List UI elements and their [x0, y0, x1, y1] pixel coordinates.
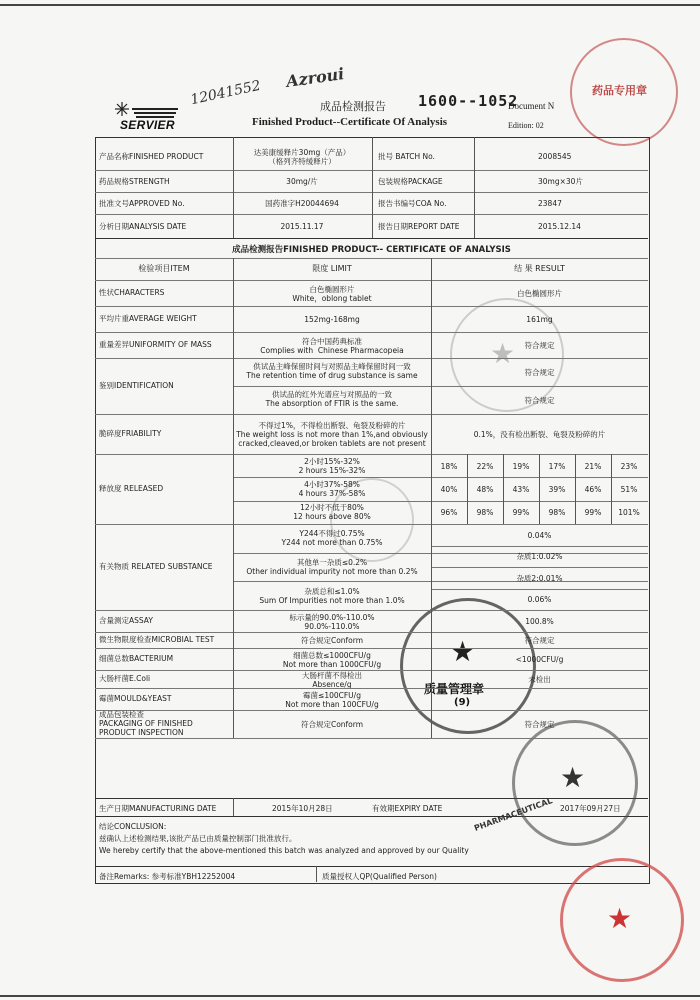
- test-limit: 符合规定Conform: [300, 636, 364, 645]
- info-value-2: 2008545: [538, 152, 572, 161]
- test-limit-sub: Y244不得过0.75% Y244 not more than 0.75%: [281, 529, 383, 548]
- result-col-line: [539, 477, 540, 500]
- test-limit-2: 供试品的红外光谱应与对照品的一致 The absorption of FTIR is the same.: [265, 390, 399, 408]
- info-value: 达美康缓释片30mg（产品） （格列齐特缓释片）: [253, 147, 351, 166]
- test-limit-sub: 12小时不低于80% 12 hours above 80%: [293, 503, 371, 522]
- release-result-cell: 40%: [440, 485, 458, 494]
- table-row-line: [95, 688, 648, 689]
- seal-text-center: 质量管理章: [424, 682, 485, 696]
- info-value: 国药准字H20044694: [265, 199, 339, 208]
- test-result: 161mg: [526, 315, 553, 324]
- info-label-2: 包装规格PACKAGE: [378, 177, 443, 186]
- sub-row-line: [233, 501, 648, 502]
- related-result-cell: 杂质2:0.01%: [516, 573, 563, 583]
- info-divider-2: [372, 137, 373, 238]
- test-item-label: 成品包装检查 PACKAGING OF FINISHED PRODUCT INSPECTION: [99, 710, 193, 737]
- test-limit-sub: 2小时15%-32% 2 hours 15%-32%: [298, 456, 366, 475]
- mfg-date-value: 2015年10月28日: [272, 804, 333, 813]
- test-result: 100.8%: [525, 617, 554, 626]
- test-limit: 细菌总数≤1000CFU/g Not more than 1000CFU/g: [282, 650, 382, 669]
- table-row-line: [95, 414, 648, 415]
- expiry-date-value: 2017年09月27日: [560, 804, 621, 813]
- remarks-line: [95, 866, 648, 867]
- info-value-2: 23847: [538, 199, 562, 208]
- handwritten-signature: Azroui: [284, 64, 346, 91]
- scan-edge-bottom: [0, 995, 700, 997]
- handwritten-code: 12041552: [189, 77, 263, 109]
- test-limit-sub: 杂质总和≤1.0% Sum Of Impurities not more than 1.0%: [259, 586, 405, 605]
- release-result-cell: 23%: [620, 461, 638, 471]
- scan-edge-top: [0, 4, 700, 6]
- test-item-label: 含量测定ASSAY: [99, 616, 153, 625]
- release-result-cell: 19%: [512, 461, 530, 471]
- result-sub-line: [431, 567, 648, 568]
- test-item-label: 霉菌MOULD&YEAST: [99, 694, 172, 703]
- release-result-cell: 99%: [584, 508, 602, 518]
- faint-seal-star-icon: ★: [490, 337, 516, 370]
- related-result-cell: 0.04%: [527, 530, 552, 540]
- info-label: 批准文号APPROVED No.: [99, 199, 185, 208]
- test-limit: 符合规定Conform: [300, 720, 364, 729]
- test-result: 0.1%，没有检出断裂、龟裂及粉碎的片: [473, 430, 606, 439]
- table-row-line: [95, 454, 648, 455]
- info-value: 30mg/片: [286, 177, 318, 186]
- seal-text-top-right: 药品专用章: [592, 84, 647, 97]
- info-divider-3: [474, 137, 475, 238]
- table-row-line: [95, 524, 648, 525]
- test-item-label: 性状CHARACTERS: [99, 288, 165, 297]
- info-divider-1: [233, 137, 234, 238]
- result-col-line: [539, 454, 540, 477]
- expiry-date-label: 有效期EXPIRY DATE: [372, 804, 443, 813]
- test-limit: 符合中国药典标准 Complies with Chinese Pharmacopeia: [260, 336, 404, 355]
- pharma-seal-text: PHARMACEUTICAL: [472, 796, 554, 833]
- table-header-line: [95, 280, 648, 281]
- result-sub-line: [431, 546, 648, 547]
- title-english: Finished Product--Certificate Of Analysis: [252, 116, 448, 128]
- mfg-date-label: 生产日期MANUFACTURING DATE: [99, 804, 217, 813]
- info-label-2: 报告日期REPORT DATE: [378, 222, 460, 231]
- info-value: 2015.11.17: [280, 222, 324, 231]
- result-col-line: [575, 477, 576, 500]
- test-result: 符合规定: [524, 636, 555, 645]
- result-col-line: [575, 454, 576, 477]
- test-item-label: 微生物限度检查MICROBIAL TEST: [99, 635, 215, 644]
- info-label: 药品规格STRENGTH: [99, 177, 170, 186]
- qp-label: 质量授权人QP(Qualified Person): [322, 872, 437, 881]
- remarks-divider: [316, 866, 317, 882]
- table-row-line: [95, 632, 648, 633]
- test-limit: 供试品主峰保留时间与对照品主峰保留时间一致 The retention time of drug substance is same: [246, 362, 418, 380]
- seal-star-icon: ★: [450, 635, 476, 668]
- release-result-cell: 98%: [476, 508, 494, 518]
- test-item-label: 脆碎度FRIABILITY: [99, 429, 162, 438]
- test-item-label: 有关物质 RELATED SUBSTANCE: [99, 562, 213, 571]
- release-result-cell: 22%: [476, 461, 494, 471]
- result-col-line: [575, 501, 576, 524]
- info-label-2: 报告书编号COA No.: [378, 199, 447, 208]
- test-limit: 不得过1%，不得检出断裂、龟裂及粉碎的片 The weight loss is not more than 1%,and obviously cracked,cleaved,or broken tablets are not present: [236, 421, 428, 448]
- info-label: 产品名称FINISHED PRODUCT: [99, 152, 204, 161]
- release-result-cell: 96%: [440, 508, 458, 518]
- test-result: 符合规定: [524, 368, 555, 377]
- result-col-line: [611, 501, 612, 524]
- result-sub-line: [431, 589, 648, 590]
- test-limit: 大肠杆菌不得检出 Absence/g: [302, 670, 362, 689]
- document-number: 1600--1052: [418, 92, 519, 110]
- document-number-label: Document N: [508, 101, 555, 111]
- seal-number: (9): [454, 697, 471, 708]
- info-value-2: 30mg×30片: [538, 177, 583, 186]
- release-result-cell: 51%: [620, 485, 638, 494]
- table-row-line: [95, 358, 648, 359]
- column-header-result: 结 果 RESULT: [514, 264, 565, 273]
- release-result-cell: 43%: [512, 485, 530, 494]
- conclusion-text-en: We hereby certify that the above-mentioned this batch was analyzed and approved by our Quality: [99, 846, 469, 855]
- sub-row-line: [233, 386, 648, 387]
- section-title: 成品检测报告FINISHED PRODUCT-- CERTIFICATE OF ANALYSIS: [232, 245, 511, 255]
- release-result-cell: 101%: [618, 508, 640, 518]
- test-limit-sub: 4小时37%-58% 4 hours 37%-58%: [298, 480, 366, 498]
- release-result-cell: 48%: [476, 485, 494, 494]
- header-top-line: [95, 258, 648, 259]
- test-limit: 白色椭圆形片 White，oblong tablet: [292, 284, 372, 303]
- result-col-line: [611, 477, 612, 500]
- remarks-text: 备注Remarks: 参考标准YBH12252004: [99, 872, 236, 881]
- conclusion-text-cn: 兹确认上述检测结果,该批产品已由质量控制部门批准放行。: [99, 834, 297, 843]
- result-col-line: [503, 477, 504, 500]
- test-result: 符合规定: [524, 720, 555, 729]
- test-item-label: 重量差异UNIFORMITY OF MASS: [99, 340, 212, 349]
- result-col-line: [503, 501, 504, 524]
- col-divider-1: [233, 258, 234, 738]
- info-value-2: 2015.12.14: [538, 222, 581, 231]
- test-item-label: 释放度 RELEASED: [99, 484, 164, 493]
- test-limit: 152mg-168mg: [304, 315, 360, 324]
- pharma-seal-star-icon: ★: [560, 761, 586, 794]
- column-header-item: 检验项目ITEM: [138, 264, 190, 273]
- test-result: 符合规定: [524, 341, 555, 350]
- red-seal-star-icon: ★: [607, 902, 633, 935]
- sub-row-line: [233, 477, 648, 478]
- release-result-cell: 46%: [584, 485, 602, 494]
- info-label: 分析日期ANALYSIS DATE: [99, 222, 187, 231]
- mfg-divider: [233, 798, 234, 816]
- table-row-line: [95, 332, 648, 333]
- test-limit: 霉菌≤100CFU/g Not more than 100CFU/g: [285, 690, 379, 709]
- release-result-cell: 39%: [548, 485, 566, 494]
- test-result: 未检出: [528, 675, 551, 684]
- test-limit: 标示量的90.0%-110.0% 90.0%-110.0%: [289, 612, 375, 631]
- result-col-line: [467, 477, 468, 500]
- table-row-line: [95, 610, 648, 611]
- release-result-cell: 17%: [548, 461, 566, 471]
- release-result-cell: 21%: [584, 461, 602, 471]
- test-item-label: 大肠杆菌E.Coli: [99, 674, 151, 683]
- company-logo-text: SERVIER: [120, 118, 175, 132]
- col-divider-2: [431, 258, 432, 738]
- column-header-limit: 限度 LIMIT: [312, 264, 352, 273]
- test-result: 白色椭圆形片: [517, 289, 562, 298]
- release-result-cell: 99%: [512, 508, 530, 518]
- section-divider: [95, 238, 648, 239]
- test-item-label: 平均片重AVERAGE WEIGHT: [99, 314, 197, 323]
- result-col-line: [467, 501, 468, 524]
- related-result-cell: 杂质1:0.02%: [516, 552, 563, 562]
- related-result-cell: 0.06%: [527, 595, 552, 605]
- release-result-cell: 98%: [548, 508, 566, 518]
- test-result-2: 符合规定: [524, 396, 555, 405]
- test-result: <1000CFU/g: [515, 655, 564, 664]
- info-label-2: 批号 BATCH No.: [378, 152, 435, 161]
- test-item-label: 细菌总数BACTERIUM: [99, 654, 174, 663]
- edition-label: Edition: 02: [508, 121, 544, 130]
- table-row-line: [95, 738, 648, 739]
- result-col-line: [467, 454, 468, 477]
- table-row-line: [95, 306, 648, 307]
- release-result-cell: 18%: [440, 461, 458, 471]
- conclusion-label: 结论CONCLUSION:: [99, 822, 167, 831]
- test-item-label: 鉴别IDENTIFICATION: [99, 381, 174, 390]
- test-limit-sub: 其他单一杂质≤0.2% Other individual impurity not more than 0.2%: [246, 558, 418, 576]
- result-col-line: [611, 454, 612, 477]
- result-col-line: [539, 501, 540, 524]
- table-row-line: [95, 648, 648, 649]
- result-col-line: [503, 454, 504, 477]
- title-chinese: 成品检测报告: [320, 100, 386, 113]
